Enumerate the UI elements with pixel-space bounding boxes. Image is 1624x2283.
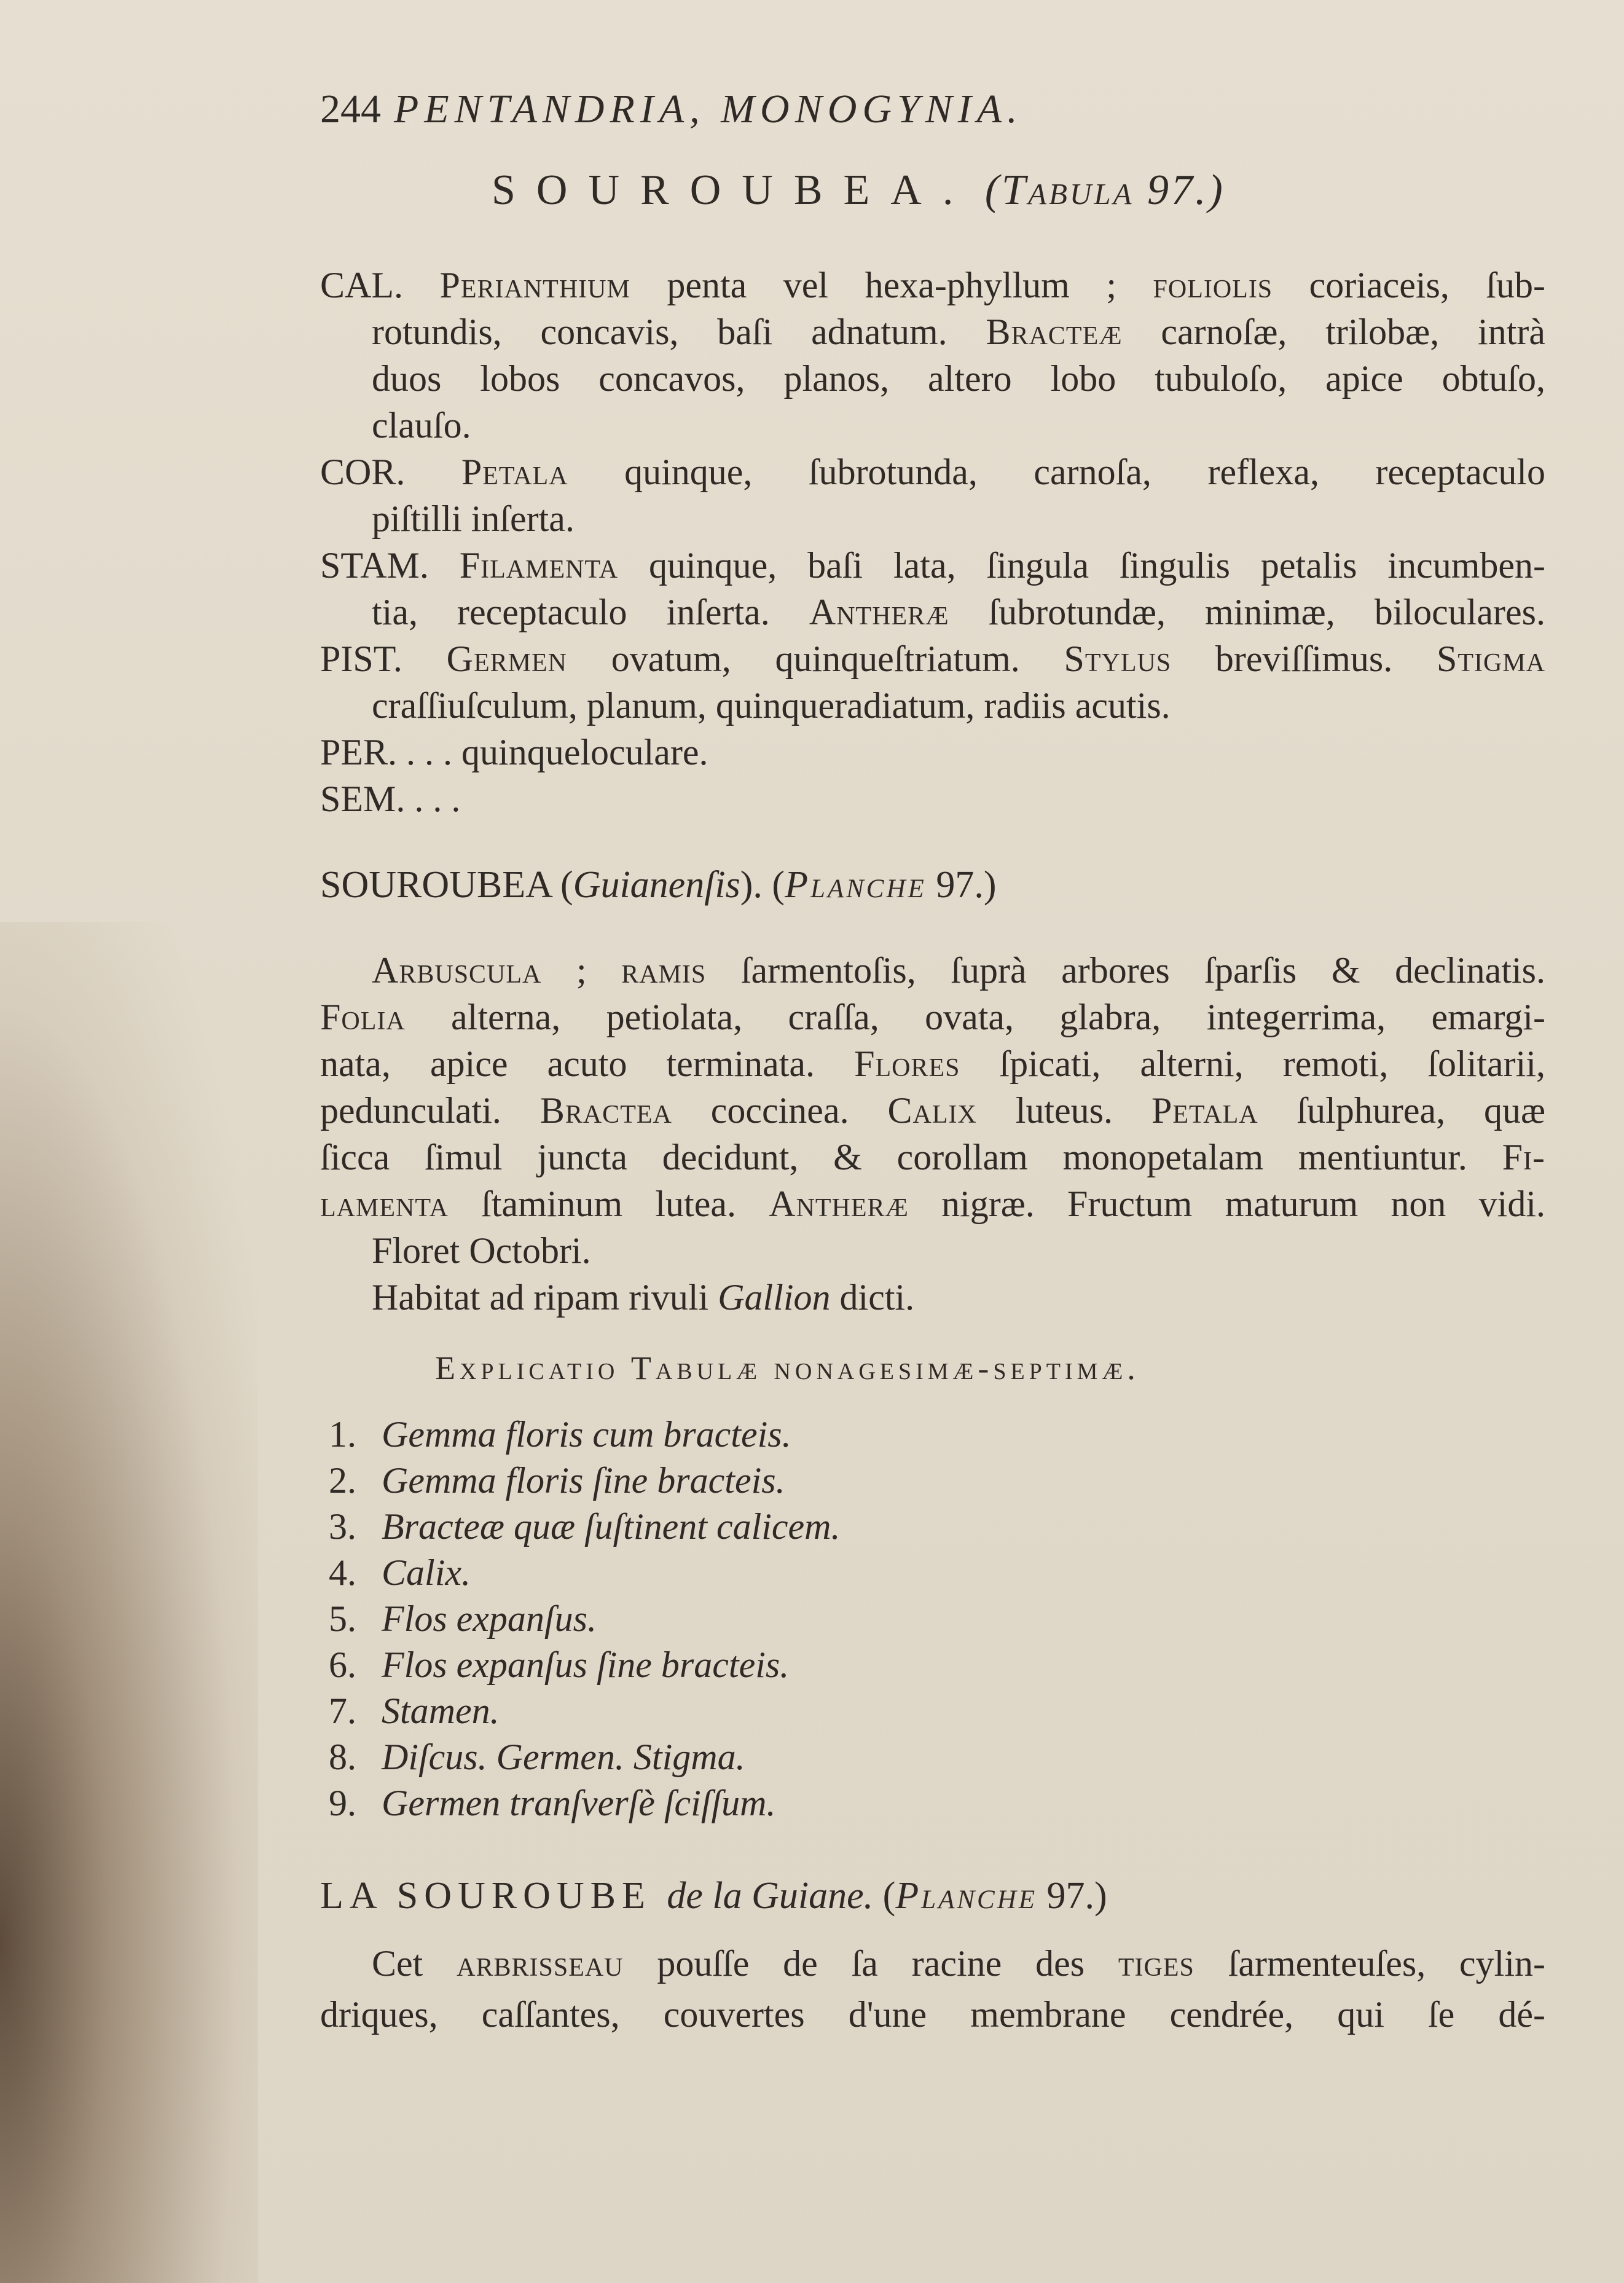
text-run: Calix — [887, 1090, 977, 1131]
text-run: arbriſſeau — [457, 1943, 624, 1984]
species-heading — [320, 862, 1545, 908]
text-line — [320, 449, 1545, 495]
text-run: coriaceis, ſub- — [1273, 265, 1545, 305]
text-run: foliolis — [1153, 265, 1273, 305]
item-number: 6. — [329, 1644, 356, 1685]
text-run: Folia — [320, 997, 406, 1037]
text-run: penta vel hexa-phyllum ; — [630, 265, 1153, 305]
item-text: Gemma floris cum bracteis. — [382, 1414, 791, 1455]
text-run: SOUROUBEA ( — [320, 864, 573, 906]
text-run: Petala — [461, 452, 568, 492]
text-run: ſubrotundæ, minimæ, biloculares. — [949, 592, 1545, 632]
item-text: Flos expanſus ſine bracteis. — [382, 1644, 790, 1685]
text-run: Stigma — [1436, 639, 1545, 679]
text-run: lamenta — [320, 1184, 449, 1224]
text-run: PER. . . . quinqueloculare. — [320, 732, 708, 772]
text-run: Guianenſis — [573, 864, 740, 906]
text-line — [320, 542, 1545, 589]
french-description — [320, 1938, 1545, 2040]
item-number: 9. — [329, 1783, 356, 1823]
item-number: 8. — [329, 1737, 356, 1777]
text-line — [320, 402, 1545, 449]
text-run: Antheræ — [809, 592, 949, 632]
text-line — [320, 308, 1545, 355]
text-run: Bracteæ — [986, 312, 1123, 352]
text-run: rotundis, concavis, baſi adnatum. — [372, 312, 986, 352]
text-run: ſpicati, alterni, remoti, ſolitarii, — [960, 1043, 1545, 1084]
text-run: ). ( — [740, 864, 785, 906]
text-line — [320, 1227, 1545, 1274]
list-item — [320, 1412, 1545, 1458]
text-run: COR. — [320, 452, 461, 492]
text-run: coccinea. — [672, 1090, 888, 1131]
item-text: Diſcus. Germen. Stigma. — [382, 1737, 745, 1777]
text-run: Fi- — [1502, 1137, 1545, 1177]
text-line — [320, 776, 1545, 822]
text-run: de la Guiane. — [667, 1875, 883, 1917]
text-run: Gallion — [718, 1277, 831, 1318]
item-number: 1. — [329, 1414, 356, 1455]
text-run: driques, caſſantes, couvertes d'une membrane cendrée, qui ſe dé- — [320, 1994, 1545, 2035]
page-number: 244 — [320, 87, 381, 132]
plate-explanation-heading: Explicatio Tabulæ nonagesimæ-septimæ. — [435, 1350, 1140, 1386]
generic-characters — [320, 262, 1545, 822]
text-run: clauſo. — [372, 405, 471, 446]
text-run: pedunculati. — [320, 1090, 540, 1131]
item-text: Gemma floris ſine bracteis. — [382, 1460, 785, 1501]
item-number: 7. — [329, 1691, 356, 1731]
text-run: Planche — [895, 1875, 1038, 1917]
item-text: Germen tranſverſè ſciſſum. — [382, 1783, 776, 1823]
text-run: Arbuscula — [372, 950, 542, 991]
list-item — [320, 1780, 1545, 1826]
text-run: ; — [541, 950, 622, 991]
text-run: Habitat ad ripam rivuli — [372, 1277, 718, 1318]
text-run: ſulphurea, quæ — [1258, 1090, 1545, 1131]
text-run: pouſſe de ſa racine des — [623, 1943, 1118, 1984]
species-description — [320, 947, 1545, 1321]
text-line — [320, 1087, 1545, 1134]
text-run: 97.) — [1037, 1875, 1107, 1917]
text-run: ſarmentoſis, ſuprà arbores ſparſis & declinatis. — [706, 950, 1545, 991]
text-run: Cet — [372, 1943, 457, 1984]
text-run: ramis — [621, 950, 707, 991]
running-head — [320, 86, 1545, 135]
text-run: Flores — [854, 1043, 960, 1084]
text-run: dicti. — [830, 1277, 915, 1318]
plate-explanation-list — [320, 1412, 1545, 1826]
text-run: Planche — [785, 864, 927, 906]
list-item — [320, 1688, 1545, 1734]
list-item — [320, 1596, 1545, 1642]
text-run: Floret Octobri. — [372, 1230, 591, 1271]
genus-title — [492, 166, 1536, 215]
list-item — [320, 1550, 1545, 1596]
text-run: luteus. — [976, 1090, 1151, 1131]
text-run: Antheræ — [769, 1184, 909, 1224]
text-run: nata, apice acuto terminata. — [320, 1043, 855, 1084]
text-run: CAL. — [320, 265, 440, 305]
text-line — [320, 1989, 1545, 2040]
text-line — [320, 1181, 1545, 1227]
text-run: 97.) — [926, 864, 997, 906]
item-text: Flos expanſus. — [382, 1598, 597, 1639]
text-run: piſtilli inſerta. — [372, 498, 575, 539]
list-item — [320, 1504, 1545, 1550]
text-line — [320, 262, 1545, 308]
item-text: Calix. — [382, 1552, 471, 1593]
text-run: Bractea — [539, 1090, 672, 1131]
text-line — [320, 495, 1545, 542]
text-run: PIST. — [320, 639, 447, 679]
text-run: Petala — [1151, 1090, 1258, 1131]
running-title: PENTANDRIA, MONOGYNIA. — [394, 87, 1023, 132]
text-line — [320, 1938, 1545, 1989]
text-run: LA SOUROUBE — [320, 1875, 667, 1917]
text-line — [320, 589, 1545, 635]
text-run: ſicca ſimul juncta decidunt, & corollam monopetalam mentiuntur. — [320, 1137, 1502, 1177]
item-number: 5. — [329, 1598, 356, 1639]
item-number: 2. — [329, 1460, 356, 1501]
text-line — [320, 994, 1545, 1040]
text-run: quinque, ſubrotunda, carnoſa, reflexa, receptaculo — [568, 452, 1545, 492]
page-edge-shadow — [0, 922, 258, 2283]
text-run: tiges — [1118, 1943, 1194, 1984]
french-heading — [320, 1871, 1545, 1920]
text-run: tia, receptaculo inſerta. — [372, 592, 809, 632]
text-run: ſarmenteuſes, cylin- — [1194, 1943, 1545, 1984]
text-line — [320, 682, 1545, 729]
text-line — [320, 1274, 1545, 1321]
item-text: Stamen. — [382, 1691, 500, 1731]
text-run: ſtaminum lutea. — [448, 1184, 769, 1224]
text-run: nigræ. Fructum maturum non vidi. — [908, 1184, 1545, 1224]
text-run: breviſſimus. — [1171, 639, 1437, 679]
text-run: ( — [882, 1875, 896, 1917]
text-run: duos lobos concavos, planos, altero lobo tubuloſo, apice obtuſo, — [372, 358, 1545, 399]
text-run: alterna, petiolata, craſſa, ovata, glabra, integerrima, emargi- — [405, 997, 1545, 1037]
item-text: Bracteæ quæ ſuſtinent calicem. — [382, 1506, 841, 1547]
text-run: Stylus — [1064, 639, 1172, 679]
item-number: 3. — [329, 1506, 356, 1547]
text-run: ovatum, quinqueſtriatum. — [567, 639, 1064, 679]
text-run: quinque, baſi lata, ſingula ſingulis petalis incumben- — [618, 545, 1545, 586]
text-run: craſſiuſculum, planum, quinqueradiatum, radiis acutis. — [372, 685, 1171, 726]
text-line — [320, 1134, 1545, 1181]
text-run: Germen — [446, 639, 568, 679]
text-run: SEM. . . . — [320, 779, 461, 819]
text-run: STAM. — [320, 545, 460, 586]
list-item — [320, 1458, 1545, 1504]
text-run: Perianthium — [439, 265, 630, 305]
list-item — [320, 1734, 1545, 1780]
text-run: Filamenta — [459, 545, 619, 586]
text-line — [320, 355, 1545, 402]
text-line — [320, 729, 1545, 776]
plate-reference: (Tabula 97.) — [984, 167, 1225, 214]
genus-name: SOUROUBEA. — [492, 167, 975, 214]
item-number: 4. — [329, 1552, 356, 1593]
text-line — [320, 1040, 1545, 1087]
list-item — [320, 1642, 1545, 1688]
text-run: carnoſæ, trilobæ, intrà — [1122, 312, 1545, 352]
text-line — [320, 947, 1545, 994]
text-line — [320, 635, 1545, 682]
